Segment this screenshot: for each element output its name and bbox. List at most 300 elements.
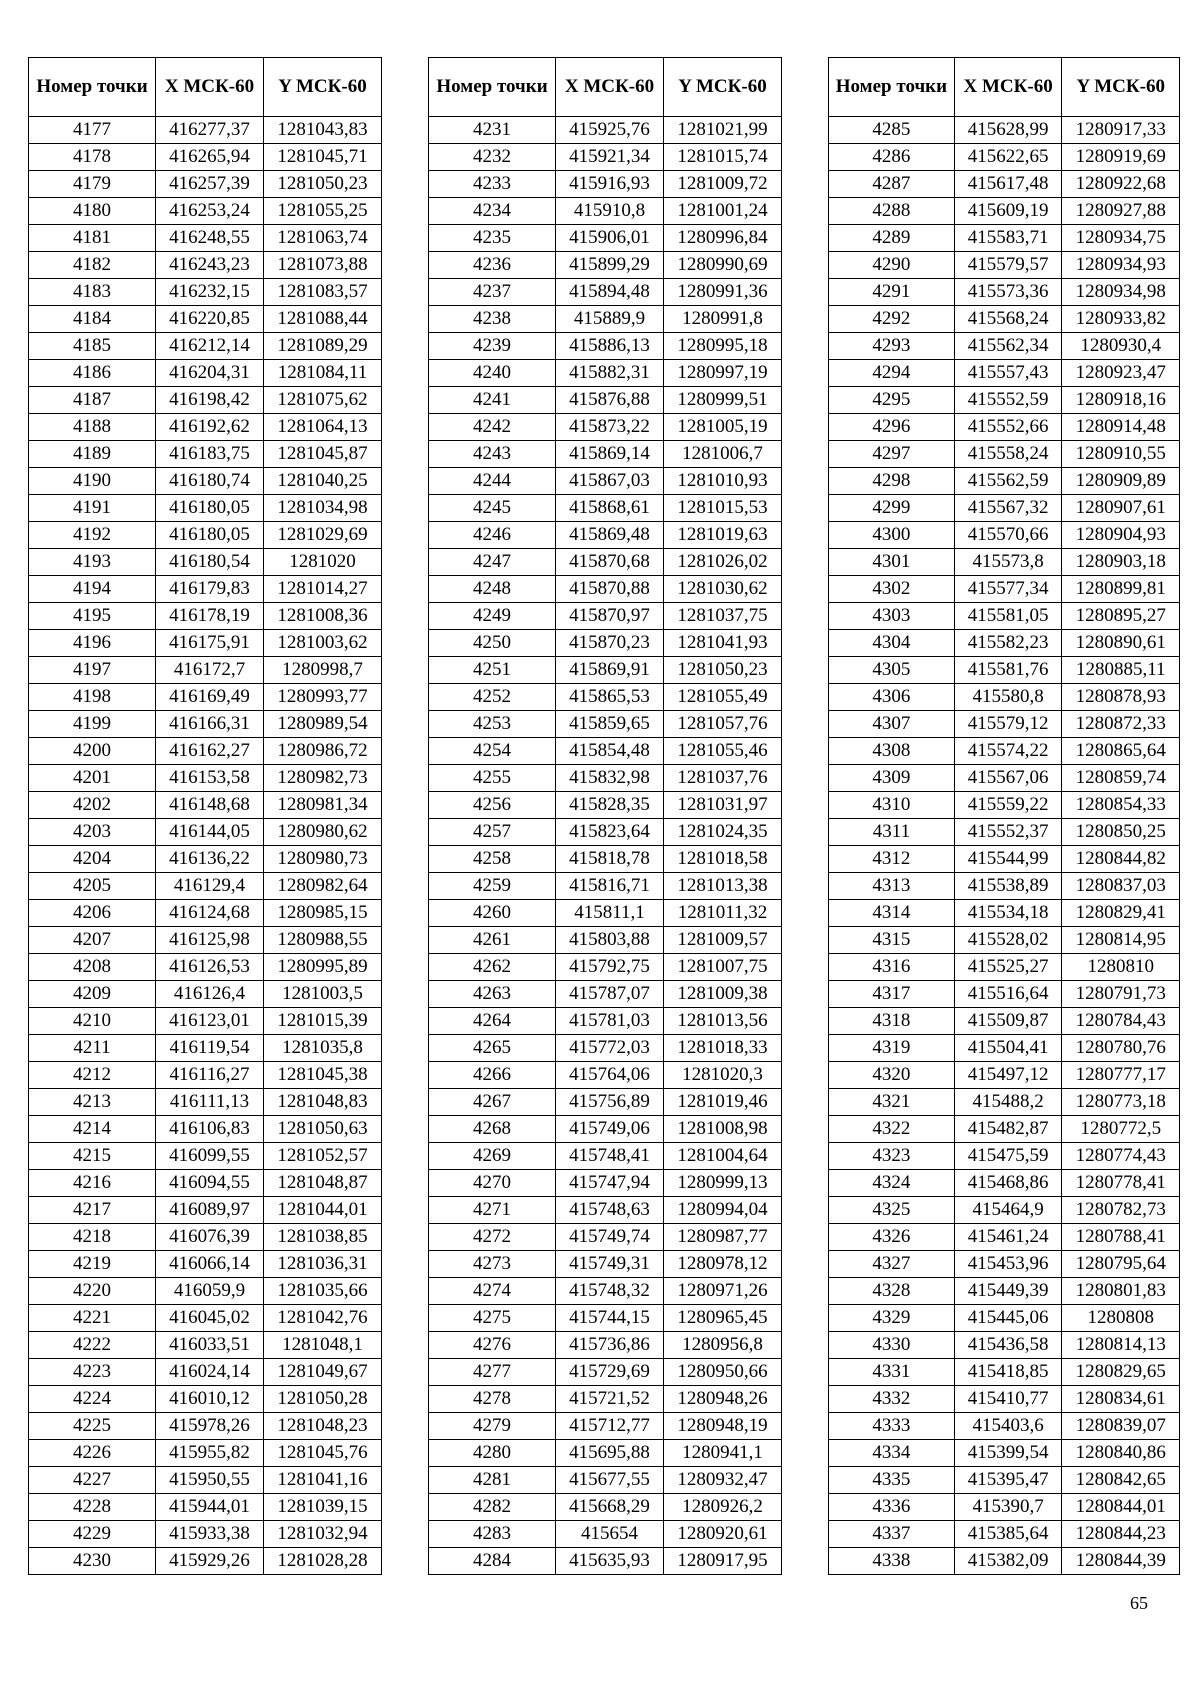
cell-x: 415395,47 bbox=[954, 1467, 1062, 1494]
cell-y: 1280991,8 bbox=[664, 306, 782, 333]
cell-x: 416172,7 bbox=[156, 657, 264, 684]
cell-x: 415677,55 bbox=[556, 1467, 664, 1494]
cell-x: 415497,12 bbox=[954, 1062, 1062, 1089]
table-row bbox=[829, 360, 1180, 387]
cell-x: 416111,13 bbox=[156, 1089, 264, 1116]
cell-x: 415559,22 bbox=[954, 792, 1062, 819]
cell-y: 1280829,65 bbox=[1062, 1359, 1180, 1386]
header-row bbox=[429, 58, 782, 117]
cell-x: 415869,48 bbox=[556, 522, 664, 549]
cell-x: 415859,65 bbox=[556, 711, 664, 738]
cell-y: 1281008,98 bbox=[664, 1116, 782, 1143]
cell-x: 415668,29 bbox=[556, 1494, 664, 1521]
table-row bbox=[829, 1278, 1180, 1305]
cell-x: 415654 bbox=[556, 1521, 664, 1548]
cell-x: 415562,34 bbox=[954, 333, 1062, 360]
cell-point-number: 4252 bbox=[429, 684, 556, 711]
cell-x: 416123,01 bbox=[156, 1008, 264, 1035]
cell-point-number: 4215 bbox=[29, 1143, 156, 1170]
cell-x: 415712,77 bbox=[556, 1413, 664, 1440]
cell-y: 1280778,41 bbox=[1062, 1170, 1180, 1197]
table-row bbox=[829, 1197, 1180, 1224]
cell-point-number: 4198 bbox=[29, 684, 156, 711]
cell-point-number: 4285 bbox=[829, 117, 955, 144]
cell-x: 415385,64 bbox=[954, 1521, 1062, 1548]
cell-y: 1280909,89 bbox=[1062, 468, 1180, 495]
table-row bbox=[429, 1467, 782, 1494]
table-row bbox=[429, 1359, 782, 1386]
cell-y: 1280885,11 bbox=[1062, 657, 1180, 684]
cell-x: 415867,03 bbox=[556, 468, 664, 495]
table-row bbox=[829, 1413, 1180, 1440]
table-row bbox=[829, 603, 1180, 630]
table-row bbox=[829, 1143, 1180, 1170]
cell-y: 1280917,33 bbox=[1062, 117, 1180, 144]
cell-y: 1280982,64 bbox=[264, 873, 382, 900]
cell-y: 1280941,1 bbox=[664, 1440, 782, 1467]
table-row bbox=[429, 1089, 782, 1116]
cell-point-number: 4291 bbox=[829, 279, 955, 306]
cell-x: 415748,32 bbox=[556, 1278, 664, 1305]
cell-y: 1281005,19 bbox=[664, 414, 782, 441]
cell-y: 1281010,93 bbox=[664, 468, 782, 495]
table-row bbox=[829, 1251, 1180, 1278]
cell-x: 416119,54 bbox=[156, 1035, 264, 1062]
cell-point-number: 4191 bbox=[29, 495, 156, 522]
cell-point-number: 4328 bbox=[829, 1278, 955, 1305]
cell-point-number: 4177 bbox=[29, 117, 156, 144]
cell-x: 415579,57 bbox=[954, 252, 1062, 279]
cell-x: 415870,88 bbox=[556, 576, 664, 603]
header-point-number: Номер точки bbox=[429, 58, 556, 117]
cell-y: 1280932,47 bbox=[664, 1467, 782, 1494]
table-row bbox=[429, 117, 782, 144]
table-row bbox=[829, 144, 1180, 171]
cell-y: 1280948,19 bbox=[664, 1413, 782, 1440]
cell-y: 1280956,8 bbox=[664, 1332, 782, 1359]
cell-x: 415772,03 bbox=[556, 1035, 664, 1062]
table-row bbox=[29, 738, 382, 765]
cell-y: 1280990,69 bbox=[664, 252, 782, 279]
cell-y: 1281014,27 bbox=[264, 576, 382, 603]
cell-point-number: 4202 bbox=[29, 792, 156, 819]
cell-y: 1281008,36 bbox=[264, 603, 382, 630]
cell-point-number: 4249 bbox=[429, 603, 556, 630]
cell-y: 1281045,87 bbox=[264, 441, 382, 468]
cell-x: 415978,26 bbox=[156, 1413, 264, 1440]
cell-point-number: 4199 bbox=[29, 711, 156, 738]
table-row bbox=[829, 198, 1180, 225]
table-row bbox=[829, 1440, 1180, 1467]
cell-point-number: 4318 bbox=[829, 1008, 955, 1035]
header-y: Y МСК-60 bbox=[664, 58, 782, 117]
cell-y: 1280844,39 bbox=[1062, 1548, 1180, 1575]
cell-y: 1280965,45 bbox=[664, 1305, 782, 1332]
table-row bbox=[829, 549, 1180, 576]
cell-point-number: 4178 bbox=[29, 144, 156, 171]
cell-y: 1280994,04 bbox=[664, 1197, 782, 1224]
cell-point-number: 4315 bbox=[829, 927, 955, 954]
cell-x: 415854,48 bbox=[556, 738, 664, 765]
cell-point-number: 4295 bbox=[829, 387, 955, 414]
cell-y: 1281064,13 bbox=[264, 414, 382, 441]
table-row bbox=[29, 1143, 382, 1170]
cell-point-number: 4226 bbox=[29, 1440, 156, 1467]
cell-x: 415581,76 bbox=[954, 657, 1062, 684]
table-row bbox=[429, 765, 782, 792]
table-row bbox=[29, 630, 382, 657]
cell-point-number: 4277 bbox=[429, 1359, 556, 1386]
cell-y: 1281088,44 bbox=[264, 306, 382, 333]
table-row bbox=[429, 1521, 782, 1548]
table-row bbox=[429, 549, 782, 576]
cell-x: 415921,34 bbox=[556, 144, 664, 171]
table-row bbox=[29, 1332, 382, 1359]
cell-x: 415436,58 bbox=[954, 1332, 1062, 1359]
cell-y: 1280844,01 bbox=[1062, 1494, 1180, 1521]
cell-y: 1281035,66 bbox=[264, 1278, 382, 1305]
cell-y: 1280844,82 bbox=[1062, 846, 1180, 873]
table-row bbox=[29, 927, 382, 954]
cell-x: 415552,37 bbox=[954, 819, 1062, 846]
cell-y: 1281009,57 bbox=[664, 927, 782, 954]
cell-point-number: 4301 bbox=[829, 549, 955, 576]
cell-x: 415811,1 bbox=[556, 900, 664, 927]
cell-y: 1281084,11 bbox=[264, 360, 382, 387]
table-row bbox=[829, 441, 1180, 468]
table-row bbox=[429, 684, 782, 711]
cell-x: 415744,15 bbox=[556, 1305, 664, 1332]
cell-x: 415764,06 bbox=[556, 1062, 664, 1089]
cell-point-number: 4255 bbox=[429, 765, 556, 792]
cell-point-number: 4288 bbox=[829, 198, 955, 225]
cell-point-number: 4333 bbox=[829, 1413, 955, 1440]
cell-point-number: 4336 bbox=[829, 1494, 955, 1521]
table-row bbox=[29, 1359, 382, 1386]
cell-y: 1281089,29 bbox=[264, 333, 382, 360]
cell-y: 1280773,18 bbox=[1062, 1089, 1180, 1116]
cell-point-number: 4270 bbox=[429, 1170, 556, 1197]
cell-y: 1280948,26 bbox=[664, 1386, 782, 1413]
table-row bbox=[429, 981, 782, 1008]
cell-y: 1281055,46 bbox=[664, 738, 782, 765]
cell-x: 415916,93 bbox=[556, 171, 664, 198]
table-row bbox=[429, 171, 782, 198]
cell-y: 1281013,56 bbox=[664, 1008, 782, 1035]
header-row bbox=[829, 58, 1180, 117]
cell-point-number: 4314 bbox=[829, 900, 955, 927]
cell-point-number: 4234 bbox=[429, 198, 556, 225]
table-row bbox=[429, 360, 782, 387]
cell-point-number: 4219 bbox=[29, 1251, 156, 1278]
cell-y: 1280991,36 bbox=[664, 279, 782, 306]
cell-y: 1280808 bbox=[1062, 1305, 1180, 1332]
cell-x: 415818,78 bbox=[556, 846, 664, 873]
cell-point-number: 4196 bbox=[29, 630, 156, 657]
cell-y: 1281034,98 bbox=[264, 495, 382, 522]
table-row bbox=[429, 1251, 782, 1278]
cell-x: 416169,49 bbox=[156, 684, 264, 711]
cell-point-number: 4188 bbox=[29, 414, 156, 441]
table-row bbox=[429, 1386, 782, 1413]
cell-point-number: 4332 bbox=[829, 1386, 955, 1413]
header-point-number: Номер точки bbox=[829, 58, 955, 117]
cell-point-number: 4307 bbox=[829, 711, 955, 738]
table-row bbox=[29, 468, 382, 495]
table-row bbox=[829, 738, 1180, 765]
cell-y: 1280890,61 bbox=[1062, 630, 1180, 657]
cell-y: 1280872,33 bbox=[1062, 711, 1180, 738]
cell-y: 1280814,13 bbox=[1062, 1332, 1180, 1359]
cell-point-number: 4271 bbox=[429, 1197, 556, 1224]
cell-point-number: 4223 bbox=[29, 1359, 156, 1386]
cell-point-number: 4206 bbox=[29, 900, 156, 927]
cell-point-number: 4331 bbox=[829, 1359, 955, 1386]
cell-point-number: 4292 bbox=[829, 306, 955, 333]
cell-point-number: 4239 bbox=[429, 333, 556, 360]
cell-x: 416129,4 bbox=[156, 873, 264, 900]
table-row bbox=[429, 603, 782, 630]
cell-point-number: 4237 bbox=[429, 279, 556, 306]
cell-x: 416212,14 bbox=[156, 333, 264, 360]
cell-point-number: 4258 bbox=[429, 846, 556, 873]
cell-x: 415544,99 bbox=[954, 846, 1062, 873]
cell-y: 1280837,03 bbox=[1062, 873, 1180, 900]
cell-y: 1281018,33 bbox=[664, 1035, 782, 1062]
table-row bbox=[29, 306, 382, 333]
cell-point-number: 4210 bbox=[29, 1008, 156, 1035]
cell-x: 415886,13 bbox=[556, 333, 664, 360]
table-row bbox=[829, 819, 1180, 846]
table-row bbox=[829, 657, 1180, 684]
cell-x: 415865,53 bbox=[556, 684, 664, 711]
cell-y: 1280903,18 bbox=[1062, 549, 1180, 576]
cell-point-number: 4266 bbox=[429, 1062, 556, 1089]
cell-point-number: 4276 bbox=[429, 1332, 556, 1359]
cell-x: 416033,51 bbox=[156, 1332, 264, 1359]
table-row bbox=[29, 1251, 382, 1278]
cell-y: 1281030,62 bbox=[664, 576, 782, 603]
cell-x: 416257,39 bbox=[156, 171, 264, 198]
cell-x: 416183,75 bbox=[156, 441, 264, 468]
table-row bbox=[429, 306, 782, 333]
cell-y: 1280930,4 bbox=[1062, 333, 1180, 360]
cell-x: 415899,29 bbox=[556, 252, 664, 279]
cell-point-number: 4201 bbox=[29, 765, 156, 792]
cell-y: 1280980,62 bbox=[264, 819, 382, 846]
cell-point-number: 4262 bbox=[429, 954, 556, 981]
cell-x: 415729,69 bbox=[556, 1359, 664, 1386]
cell-point-number: 4245 bbox=[429, 495, 556, 522]
cell-y: 1280987,77 bbox=[664, 1224, 782, 1251]
cell-y: 1280772,5 bbox=[1062, 1116, 1180, 1143]
table-row bbox=[429, 198, 782, 225]
cell-y: 1280795,64 bbox=[1062, 1251, 1180, 1278]
cell-x: 415609,19 bbox=[954, 198, 1062, 225]
cell-y: 1280982,73 bbox=[264, 765, 382, 792]
cell-y: 1281043,83 bbox=[264, 117, 382, 144]
cell-x: 416125,98 bbox=[156, 927, 264, 954]
cell-point-number: 4184 bbox=[29, 306, 156, 333]
table-row bbox=[29, 198, 382, 225]
cell-y: 1280810 bbox=[1062, 954, 1180, 981]
cell-point-number: 4251 bbox=[429, 657, 556, 684]
cell-x: 415525,27 bbox=[954, 954, 1062, 981]
cell-y: 1281006,7 bbox=[664, 441, 782, 468]
cell-x: 415482,87 bbox=[954, 1116, 1062, 1143]
table-row bbox=[29, 441, 382, 468]
cell-y: 1280986,72 bbox=[264, 738, 382, 765]
cell-point-number: 4232 bbox=[429, 144, 556, 171]
table-row bbox=[829, 1170, 1180, 1197]
table-row bbox=[829, 1386, 1180, 1413]
cell-point-number: 4204 bbox=[29, 846, 156, 873]
table-row bbox=[29, 1278, 382, 1305]
cell-point-number: 4267 bbox=[429, 1089, 556, 1116]
cell-point-number: 4183 bbox=[29, 279, 156, 306]
cell-y: 1281083,57 bbox=[264, 279, 382, 306]
cell-y: 1281048,87 bbox=[264, 1170, 382, 1197]
header-row bbox=[29, 58, 382, 117]
table-row bbox=[429, 1062, 782, 1089]
cell-y: 1281037,76 bbox=[664, 765, 782, 792]
table-row bbox=[429, 1035, 782, 1062]
table-row bbox=[429, 1116, 782, 1143]
cell-point-number: 4181 bbox=[29, 225, 156, 252]
header-y: Y МСК-60 bbox=[264, 58, 382, 117]
cell-point-number: 4334 bbox=[829, 1440, 955, 1467]
table-row bbox=[429, 1278, 782, 1305]
cell-y: 1281050,23 bbox=[664, 657, 782, 684]
table-row bbox=[29, 1224, 382, 1251]
cell-y: 1280878,93 bbox=[1062, 684, 1180, 711]
cell-x: 416180,54 bbox=[156, 549, 264, 576]
table-row bbox=[829, 900, 1180, 927]
cell-point-number: 4269 bbox=[429, 1143, 556, 1170]
cell-y: 1281045,38 bbox=[264, 1062, 382, 1089]
cell-y: 1281009,38 bbox=[664, 981, 782, 1008]
cell-y: 1281038,85 bbox=[264, 1224, 382, 1251]
cell-y: 1280839,07 bbox=[1062, 1413, 1180, 1440]
cell-y: 1281019,63 bbox=[664, 522, 782, 549]
cell-y: 1280997,19 bbox=[664, 360, 782, 387]
cell-point-number: 4214 bbox=[29, 1116, 156, 1143]
cell-point-number: 4286 bbox=[829, 144, 955, 171]
cell-point-number: 4304 bbox=[829, 630, 955, 657]
cell-x: 415567,06 bbox=[954, 765, 1062, 792]
cell-y: 1280910,55 bbox=[1062, 441, 1180, 468]
table-row bbox=[29, 819, 382, 846]
cell-y: 1281055,49 bbox=[664, 684, 782, 711]
cell-x: 415873,22 bbox=[556, 414, 664, 441]
cell-y: 1280950,66 bbox=[664, 1359, 782, 1386]
cell-point-number: 4278 bbox=[429, 1386, 556, 1413]
cell-x: 415933,38 bbox=[156, 1521, 264, 1548]
cell-y: 1281042,76 bbox=[264, 1305, 382, 1332]
cell-y: 1281018,58 bbox=[664, 846, 782, 873]
cell-y: 1281029,69 bbox=[264, 522, 382, 549]
cell-point-number: 4263 bbox=[429, 981, 556, 1008]
cell-y: 1281049,67 bbox=[264, 1359, 382, 1386]
cell-y: 1281028,28 bbox=[264, 1548, 382, 1575]
cell-point-number: 4300 bbox=[829, 522, 955, 549]
cell-point-number: 4297 bbox=[829, 441, 955, 468]
cell-point-number: 4180 bbox=[29, 198, 156, 225]
cell-y: 1280917,95 bbox=[664, 1548, 782, 1575]
table-row bbox=[429, 144, 782, 171]
table-row bbox=[429, 657, 782, 684]
cell-y: 1281050,63 bbox=[264, 1116, 382, 1143]
cell-y: 1281063,74 bbox=[264, 225, 382, 252]
table-row bbox=[429, 333, 782, 360]
cell-point-number: 4246 bbox=[429, 522, 556, 549]
cell-point-number: 4261 bbox=[429, 927, 556, 954]
cell-point-number: 4254 bbox=[429, 738, 556, 765]
cell-point-number: 4182 bbox=[29, 252, 156, 279]
table-row bbox=[829, 765, 1180, 792]
cell-x: 416220,85 bbox=[156, 306, 264, 333]
cell-x: 416045,02 bbox=[156, 1305, 264, 1332]
cell-x: 415504,41 bbox=[954, 1035, 1062, 1062]
cell-x: 415562,59 bbox=[954, 468, 1062, 495]
cell-x: 415876,88 bbox=[556, 387, 664, 414]
table-row bbox=[29, 1521, 382, 1548]
cell-x: 415748,63 bbox=[556, 1197, 664, 1224]
cell-point-number: 4197 bbox=[29, 657, 156, 684]
cell-y: 1280895,27 bbox=[1062, 603, 1180, 630]
cell-x: 415577,34 bbox=[954, 576, 1062, 603]
cell-point-number: 4221 bbox=[29, 1305, 156, 1332]
coordinate-tables bbox=[28, 57, 1180, 1571]
cell-x: 415889,9 bbox=[556, 306, 664, 333]
table-row bbox=[429, 414, 782, 441]
cell-point-number: 4194 bbox=[29, 576, 156, 603]
cell-y: 1281037,75 bbox=[664, 603, 782, 630]
cell-point-number: 4299 bbox=[829, 495, 955, 522]
coordinates-table-2 bbox=[428, 57, 782, 1575]
cell-y: 1280934,75 bbox=[1062, 225, 1180, 252]
cell-x: 416277,37 bbox=[156, 117, 264, 144]
table-row bbox=[829, 414, 1180, 441]
cell-y: 1280981,34 bbox=[264, 792, 382, 819]
cell-point-number: 4306 bbox=[829, 684, 955, 711]
cell-x: 416126,53 bbox=[156, 954, 264, 981]
cell-y: 1281044,01 bbox=[264, 1197, 382, 1224]
cell-y: 1281015,39 bbox=[264, 1008, 382, 1035]
cell-y: 1280920,61 bbox=[664, 1521, 782, 1548]
cell-point-number: 4273 bbox=[429, 1251, 556, 1278]
cell-x: 416204,31 bbox=[156, 360, 264, 387]
cell-point-number: 4217 bbox=[29, 1197, 156, 1224]
cell-point-number: 4321 bbox=[829, 1089, 955, 1116]
cell-y: 1281026,02 bbox=[664, 549, 782, 576]
cell-x: 415628,99 bbox=[954, 117, 1062, 144]
table-row bbox=[829, 1035, 1180, 1062]
cell-x: 415955,82 bbox=[156, 1440, 264, 1467]
cell-point-number: 4250 bbox=[429, 630, 556, 657]
cell-point-number: 4313 bbox=[829, 873, 955, 900]
table-row bbox=[829, 981, 1180, 1008]
cell-x: 415573,36 bbox=[954, 279, 1062, 306]
table-row bbox=[429, 441, 782, 468]
cell-y: 1281020,3 bbox=[664, 1062, 782, 1089]
cell-x: 416180,74 bbox=[156, 468, 264, 495]
cell-point-number: 4212 bbox=[29, 1062, 156, 1089]
cell-y: 1281024,35 bbox=[664, 819, 782, 846]
cell-y: 1281001,24 bbox=[664, 198, 782, 225]
cell-x: 415747,94 bbox=[556, 1170, 664, 1197]
table-row bbox=[29, 1197, 382, 1224]
